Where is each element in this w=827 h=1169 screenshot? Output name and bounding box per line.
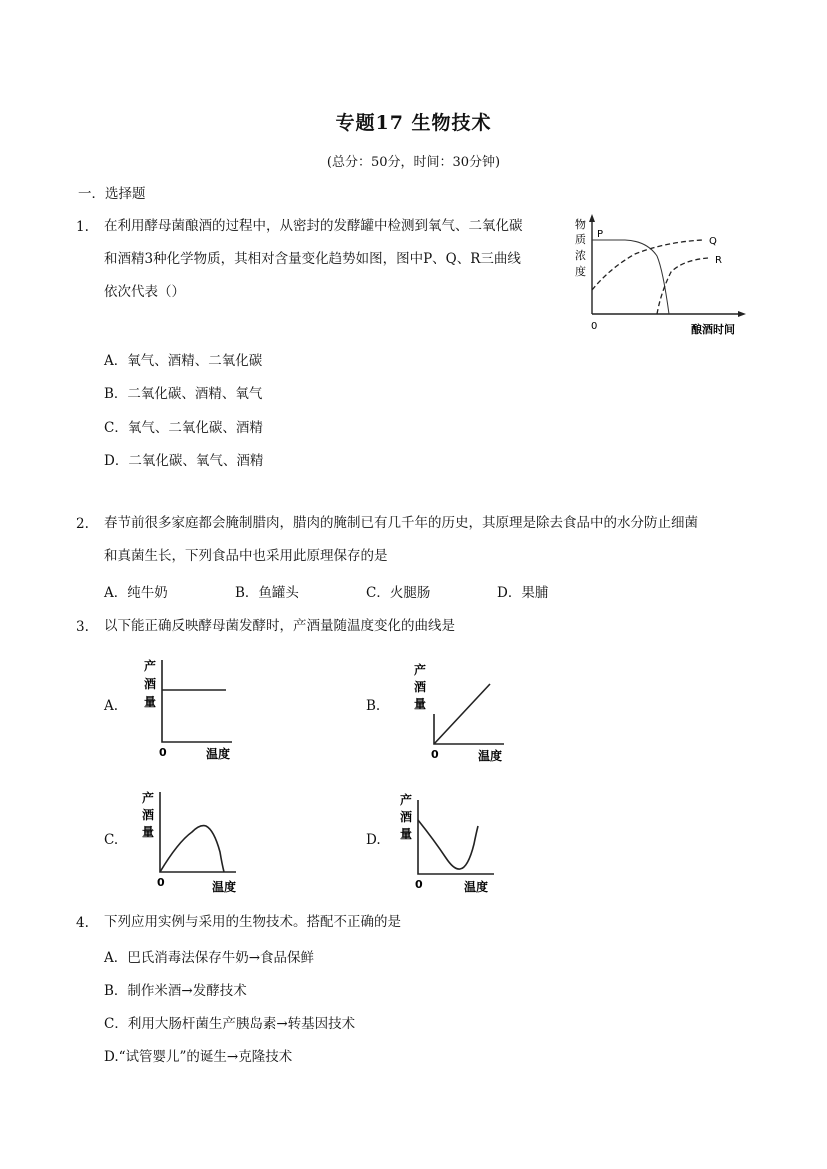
question-1-line-3: 依次代表（） — [104, 284, 185, 300]
graph-curve-valley — [418, 820, 478, 869]
question-1-line-2: 和酒精3种化学物质，其相对含量变化趋势如图，图中P、Q、R三曲线 — [104, 251, 521, 267]
q3-graph-b[interactable] — [408, 660, 518, 768]
chart-xlabel: 酿酒时间 — [691, 323, 735, 336]
chart-x-arrow — [738, 311, 746, 317]
graph-ylabel-char: 酒 — [144, 677, 157, 691]
question-2-line-1: 春节前很多家庭都会腌制腊肉，腊肉的腌制已有几千年的历史，其原理是除去食品中的水分防止细菌 — [104, 515, 698, 531]
page-title: 专题17 生物技术 — [335, 112, 492, 134]
q1-option-b[interactable]: B．二氧化碳、酒精、氧气 — [104, 386, 263, 402]
question-2-number: 2. — [76, 516, 89, 532]
chart-y-arrow — [589, 214, 595, 222]
graph-xlabel: 温度 — [212, 880, 237, 894]
graph-ylabel-char: 量 — [144, 695, 157, 709]
graph-ylabel-char: 酒 — [142, 808, 155, 822]
graph-ylabel-char: 量 — [142, 825, 155, 839]
chart-ylabel-char-3: 浓 — [575, 249, 586, 262]
question-1-number: 1. — [76, 219, 89, 235]
section-heading: 一．选择题 — [78, 186, 146, 202]
question-4-text: 下列应用实例与采用的生物技术。搭配不正确的是 — [104, 914, 401, 930]
chart-ylabel-char-1: 物 — [575, 218, 586, 231]
graph-origin: 0 — [415, 878, 423, 891]
q3-option-b-letter[interactable]: B. — [366, 698, 381, 714]
graph-origin: 0 — [431, 748, 439, 761]
q3-graph-c[interactable] — [136, 788, 248, 896]
q3-graph-a[interactable] — [138, 656, 248, 764]
question-1-line-1: 在利用酵母菌酿酒的过程中，从密封的发酵罐中检测到氧气、二氧化碳 — [104, 218, 523, 234]
q4-option-a[interactable]: A．巴氏消毒法保存牛奶→食品保鲜 — [104, 950, 315, 966]
graph-ylabel-char: 酒 — [400, 810, 413, 824]
graph-axes — [434, 714, 504, 744]
question-3-number: 3. — [76, 619, 89, 635]
question-3-text: 以下能正确反映酵母菌发酵时，产酒量随温度变化的曲线是 — [104, 618, 455, 634]
graph-xlabel: 温度 — [206, 747, 231, 761]
curve-q-label: Q — [709, 236, 717, 247]
graph-axes — [160, 792, 236, 872]
graph-ylabel-char: 产 — [400, 793, 413, 807]
curve-p-label: P — [597, 229, 604, 240]
graph-axes — [162, 660, 232, 742]
question-2-line-2: 和真菌生长，下列食品中也采用此原理保存的是 — [104, 548, 388, 564]
graph-ylabel-char: 量 — [414, 697, 427, 711]
q2-option-c[interactable]: C．火腿肠 — [366, 585, 431, 601]
q1-option-d[interactable]: D．二氧化碳、氧气、酒精 — [104, 453, 264, 469]
graph-xlabel: 温度 — [478, 749, 503, 763]
q3-option-d-letter[interactable]: D. — [366, 832, 381, 848]
graph-origin: 0 — [157, 876, 165, 889]
q1-option-a[interactable]: A．氧气、酒精、二氧化碳 — [104, 353, 263, 369]
graph-ylabel-char: 产 — [144, 659, 157, 673]
question-4-number: 4. — [76, 915, 89, 931]
q2-option-d[interactable]: D．果脯 — [497, 585, 549, 601]
graph-origin: 0 — [159, 746, 167, 759]
chart-ylabel-char-2: 质 — [575, 233, 586, 246]
q4-option-d[interactable]: D.“试管婴儿”的诞生→克隆技术 — [104, 1049, 293, 1065]
q3-option-a-letter[interactable]: A. — [104, 698, 119, 714]
graph-ylabel-char: 产 — [414, 663, 427, 677]
graph-ylabel-char: 量 — [400, 827, 413, 841]
question-1-chart — [565, 212, 755, 340]
q4-option-b[interactable]: B．制作米酒→发酵技术 — [104, 983, 247, 999]
q3-option-c-letter[interactable]: C. — [104, 832, 119, 848]
graph-xlabel: 温度 — [464, 880, 489, 894]
chart-ylabel-char-4: 度 — [575, 265, 586, 278]
curve-r-label: R — [715, 255, 722, 266]
chart-origin-label: 0 — [591, 321, 598, 332]
graph-ylabel-char: 酒 — [414, 680, 427, 694]
graph-axes — [418, 800, 494, 874]
q4-option-c[interactable]: C．利用大肠杆菌生产胰岛素→转基因技术 — [104, 1016, 356, 1032]
q2-option-b[interactable]: B．鱼罐头 — [235, 585, 299, 601]
page-subtitle: (总分：50分，时间：30分钟) — [326, 155, 501, 170]
graph-curve-rising — [434, 684, 490, 744]
curve-q — [592, 240, 703, 290]
q1-option-c[interactable]: C．氧气、二氧化碳、酒精 — [104, 420, 263, 436]
graph-ylabel-char: 产 — [142, 791, 155, 805]
q3-graph-d[interactable] — [394, 790, 506, 898]
graph-curve-peak — [160, 826, 224, 872]
q2-option-a[interactable]: A．纯牛奶 — [104, 585, 168, 601]
